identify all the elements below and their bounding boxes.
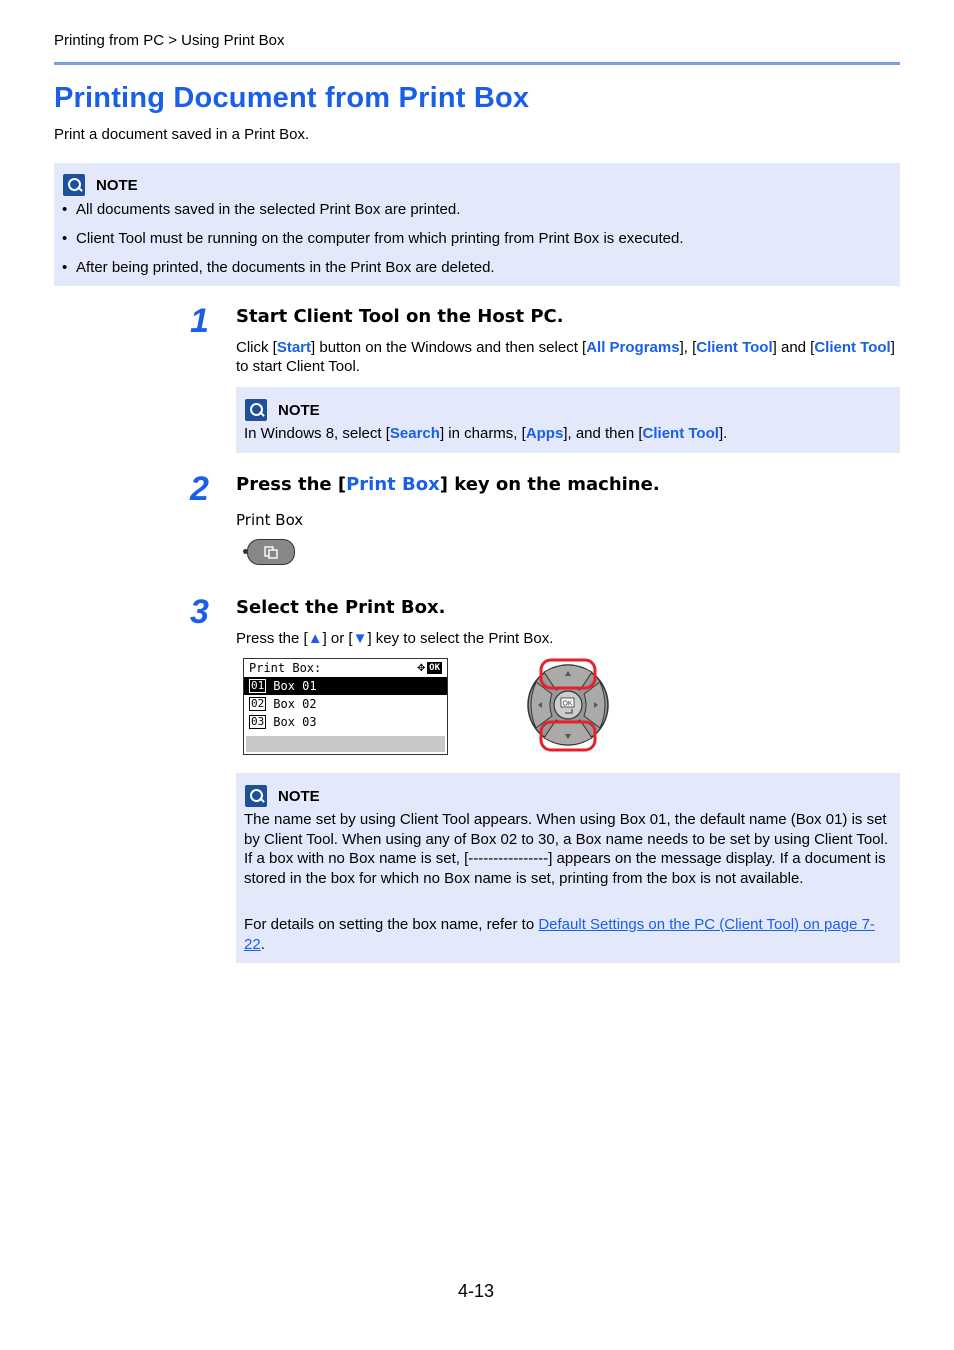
note-label: NOTE	[278, 787, 320, 805]
note-item: • All documents saved in the selected Print Box are printed.	[54, 200, 894, 219]
note-box-step3	[236, 773, 900, 963]
keyword: Print Box	[346, 474, 440, 495]
cross-reference-link[interactable]: Default Settings on the PC (Client Tool) on page 7-22	[244, 916, 875, 953]
note-text: The name set by using Client Tool appears. When using Box 01, the default name (Box 01) is set by Client Tool. When using any of Box 02 to 30, a Box name needs to be set by using Client Tool. If a box with no Box name is set, [----------------] appears on the message display. If a document is stored in the box for which no Box name is set, printing from the box is not available.	[244, 811, 889, 887]
step-heading: Start Client Tool on the Host PC.	[236, 306, 564, 327]
step-number: 2	[190, 470, 209, 508]
step-number: 3	[190, 593, 209, 631]
display-header	[244, 659, 447, 677]
note-label: NOTE	[278, 401, 320, 419]
page-number: 4-13	[458, 1281, 495, 1301]
keyword: Client Tool	[642, 425, 719, 442]
list-item[interactable]: 01 Box 01	[244, 677, 447, 695]
keyword: All Programs	[586, 339, 680, 356]
note-label: NOTE	[96, 176, 138, 194]
move-icon: ✥	[417, 660, 426, 675]
display-footer-bar	[246, 736, 445, 752]
note-text: For details on setting the box name, refer to Default Settings on the PC (Client Tool) on page 7-22.	[244, 916, 875, 953]
page-title: Printing Document from Print Box	[54, 82, 530, 114]
keyword: Search	[389, 425, 440, 442]
note-box-top	[54, 163, 900, 286]
list-item[interactable]: 02 Box 02	[251, 697, 317, 711]
message-display	[243, 658, 448, 755]
note-item: • Client Tool must be running on the computer from which printing from Print Box is executed.	[54, 229, 894, 248]
note-list	[54, 200, 894, 287]
step-heading: Press the [Print Box] key on the machine.	[236, 474, 660, 495]
arrow-keypad	[522, 656, 614, 754]
step-number: 1	[190, 302, 209, 340]
step-text: Click [Start] button on the Windows and then select [All Programs], [Client Tool] and [Client Tool] to start Client Tool.	[236, 339, 895, 375]
print-box-key[interactable]	[247, 539, 295, 565]
down-arrow-key: ▼	[352, 630, 368, 647]
keyword: Client Tool	[696, 339, 773, 356]
step-heading: Select the Print Box.	[236, 597, 446, 618]
step-text: Press the [▲] or [▼] key to select the Print Box.	[236, 630, 554, 647]
ok-key-label: OK	[562, 700, 573, 708]
page-intro: Print a document saved in a Print Box.	[54, 126, 310, 143]
keyword: Start	[276, 339, 312, 356]
note-text: In Windows 8, select [Search] in charms, [Apps], and then [Client Tool].	[244, 425, 728, 442]
ok-icon: OK	[429, 663, 440, 673]
note-icon	[245, 399, 267, 421]
keyword: Client Tool	[814, 339, 891, 356]
list-item[interactable]: 03 Box 03	[251, 715, 317, 729]
header-rule	[54, 62, 900, 65]
breadcrumb: Printing from PC > Using Print Box	[54, 32, 285, 49]
keyword: Apps	[525, 425, 564, 442]
note-box-step1	[236, 387, 900, 453]
up-arrow-key: ▲	[307, 630, 323, 647]
note-item: • After being printed, the documents in the Print Box are deleted.	[54, 258, 894, 277]
print-box-icon	[263, 544, 279, 560]
note-icon	[63, 174, 85, 196]
print-box-key-label: Print Box	[236, 511, 304, 529]
display-title: Print Box:	[249, 661, 322, 675]
note-icon	[245, 785, 267, 807]
